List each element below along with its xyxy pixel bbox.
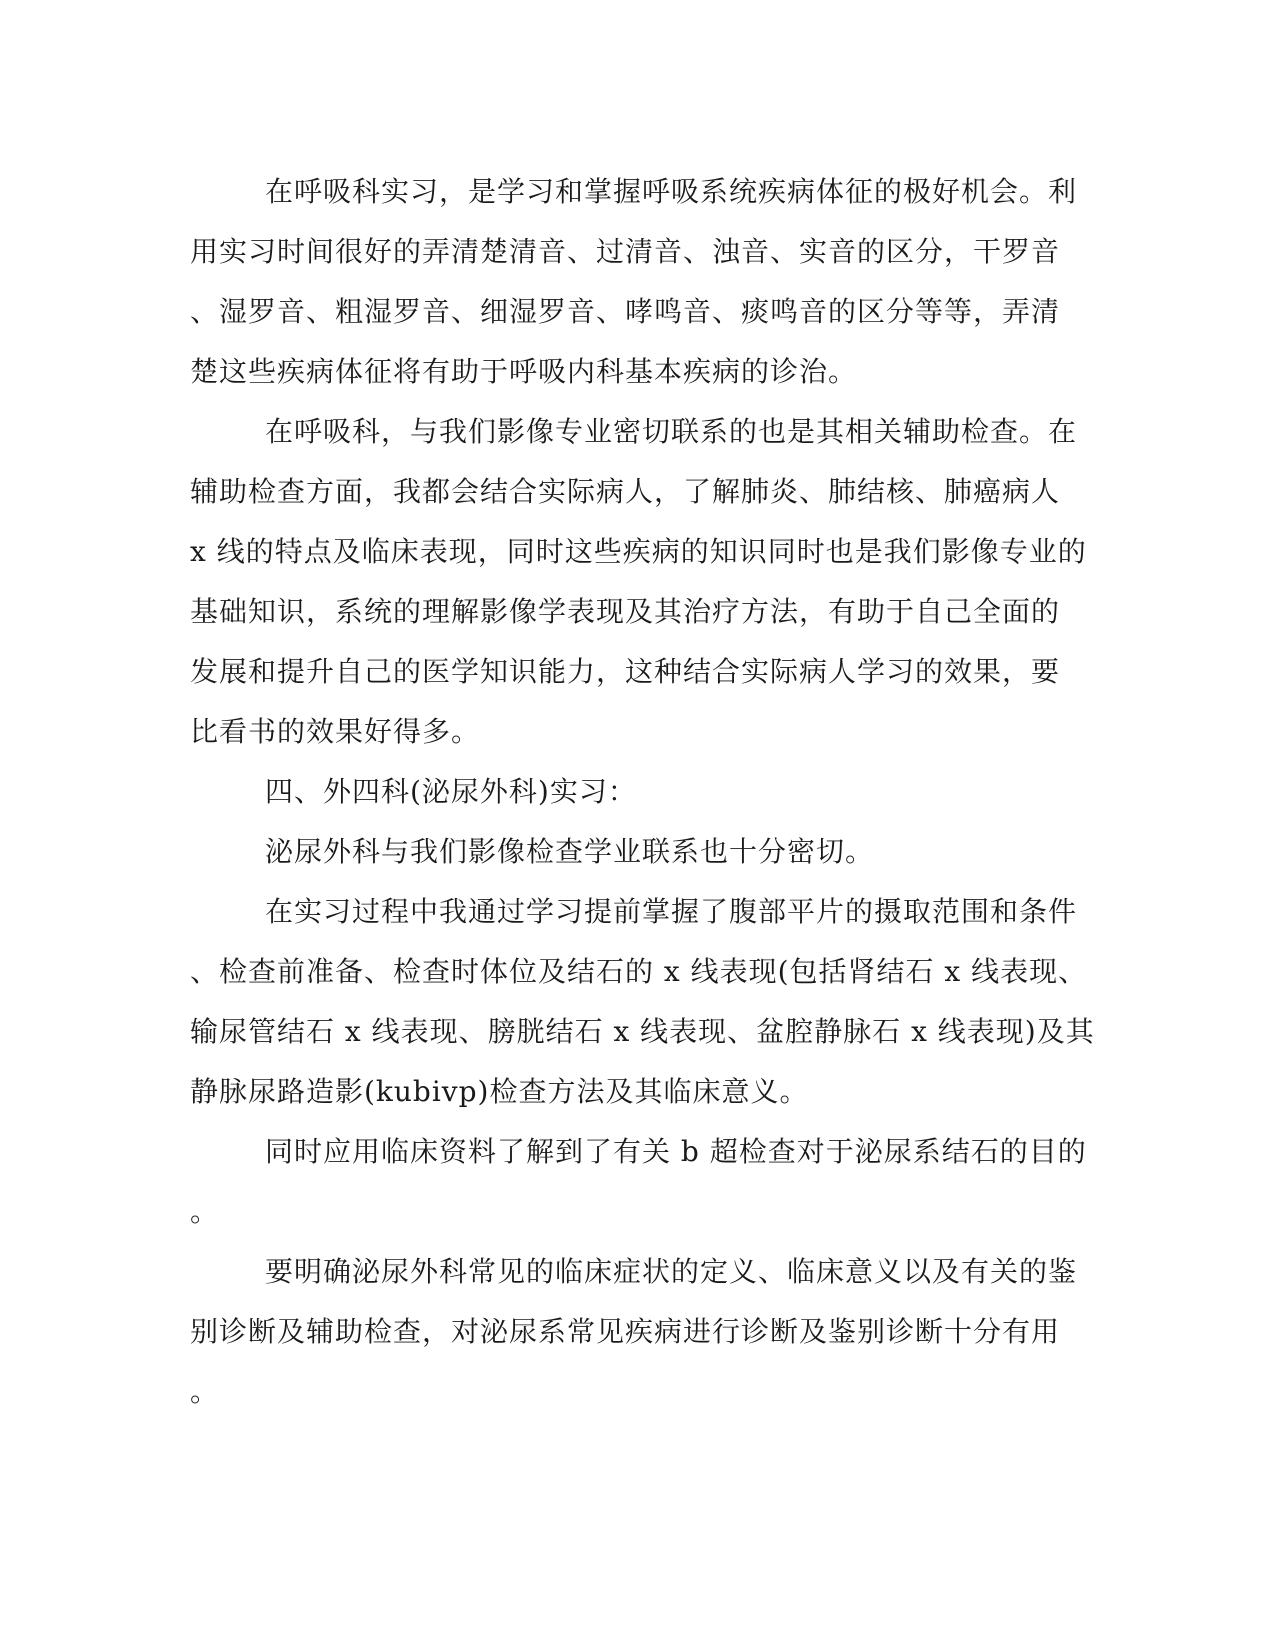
text-line: x 线的特点及临床表现，同时这些疾病的知识同时也是我们影像专业的 [190, 535, 1087, 568]
text-line: 、湿罗音、粗湿罗音、细湿罗音、哮鸣音、痰鸣音的区分等等，弄清 [190, 295, 1061, 328]
text-line: 输尿管结石 x 线表现、膀胱结石 x 线表现、盆腔静脉石 x 线表现)及其 [190, 1015, 1095, 1048]
text-line: 别诊断及辅助检查，对泌尿系常见疾病进行诊断及鉴别诊断十分有用 [190, 1315, 1061, 1348]
text-line: 辅助检查方面，我都会结合实际病人，了解肺炎、肺结核、肺癌病人 [190, 475, 1061, 508]
text-line: 在呼吸科，与我们影像专业密切联系的也是其相关辅助检查。在 [265, 415, 1078, 448]
text-line: 用实习时间很好的弄清楚清音、过清音、浊音、实音的区分，干罗音 [190, 235, 1061, 268]
body-text [190, 162, 1095, 1422]
text-line: 在呼吸科实习，是学习和掌握呼吸系统疾病体征的极好机会。利 [265, 175, 1078, 208]
text-line: 楚这些疾病体征将有助于呼吸内科基本疾病的诊治。 [190, 355, 858, 388]
text-line: 比看书的效果好得多。 [190, 715, 481, 748]
section-heading: 四、外四科(泌尿外科)实习： [265, 775, 637, 808]
text-line: 、检查前准备、检查时体位及结石的 x 线表现(包括肾结石 x 线表现、 [190, 955, 1088, 988]
text-line: 。 [190, 1375, 220, 1408]
text-line: 基础知识，系统的理解影像学表现及其治疗方法，有助于自己全面的 [190, 595, 1061, 628]
text-line: 发展和提升自己的医学知识能力，这种结合实际病人学习的效果，要 [190, 655, 1061, 688]
text-line: 。 [190, 1195, 220, 1228]
text-line: 同时应用临床资料了解到了有关 b 超检查对于泌尿系结石的目的 [265, 1135, 1087, 1168]
text-line: 在实习过程中我通过学习提前掌握了腹部平片的摄取范围和条件 [265, 895, 1078, 928]
text-line: 要明确泌尿外科常见的临床症状的定义、临床意义以及有关的鉴 [265, 1255, 1078, 1288]
text-line: 泌尿外科与我们影像检查学业联系也十分密切。 [265, 835, 875, 868]
text-line: 静脉尿路造影(kubivp)检查方法及其临床意义。 [190, 1075, 809, 1108]
